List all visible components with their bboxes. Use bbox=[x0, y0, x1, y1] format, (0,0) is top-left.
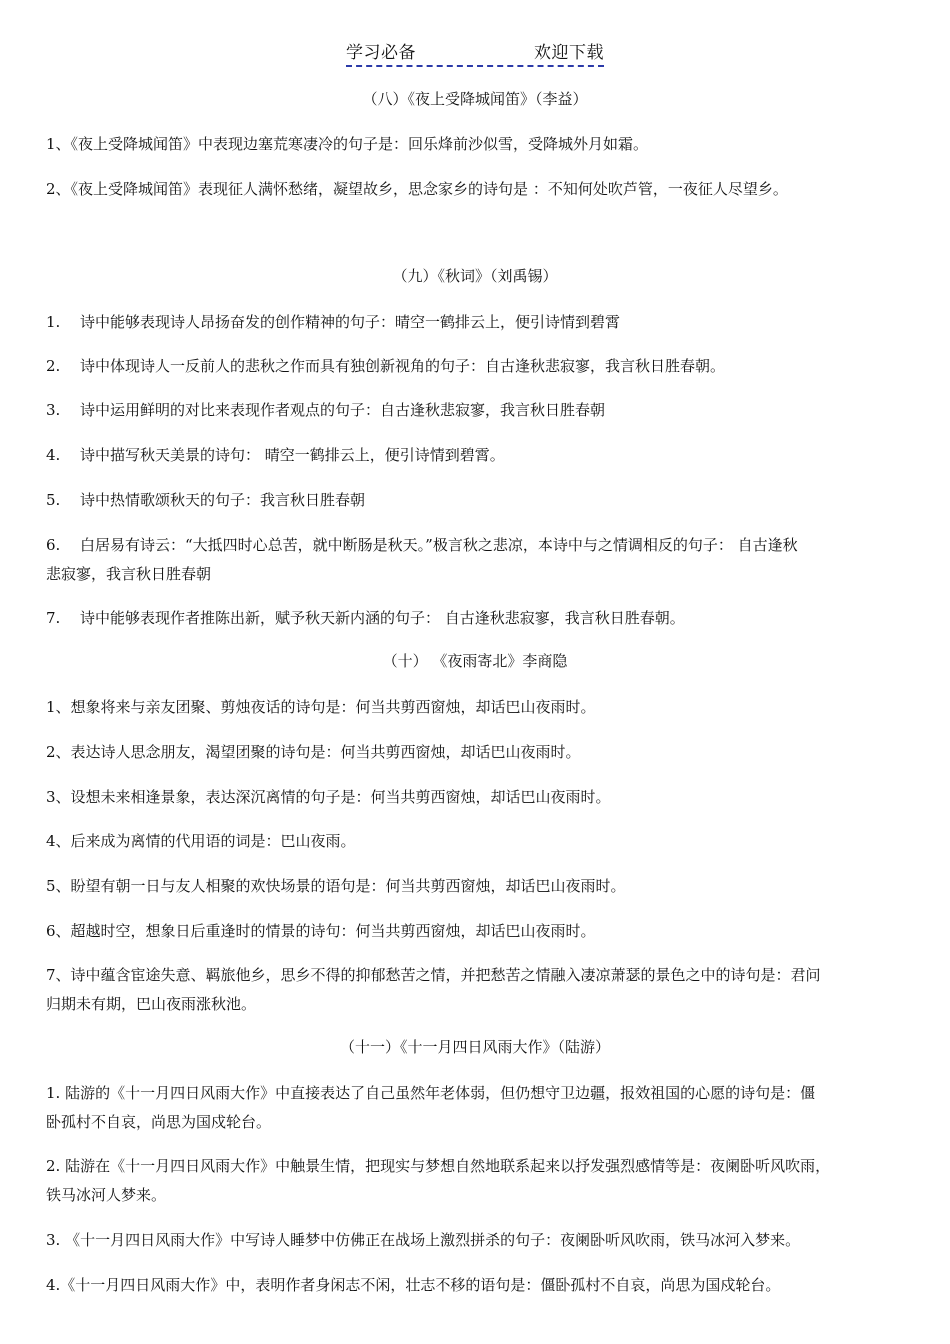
item-number: 2. bbox=[46, 357, 61, 375]
section-title: （十） 《夜雨寄北》李商隐 bbox=[382, 652, 568, 670]
page-header bbox=[0, 38, 950, 67]
list-item: 2、《夜上受降城闻笛》表现征人满怀愁绪，凝望故乡，思念家乡的诗句是 ：不知何处吹芦管，一夜征人尽望乡。 bbox=[46, 180, 788, 198]
list-item: 4.《十一月四日风雨大作》中，表明作者身闲志不闲，壮志不移的语句是：僵卧孤村不自哀，尚思为国戍轮台。 bbox=[46, 1276, 781, 1294]
list-item-continuation: 归期未有期，巴山夜雨涨秋池。 bbox=[46, 995, 257, 1013]
list-item: 3. 《十一月四日风雨大作》中写诗人睡梦中仿佛正在战场上激烈拼杀的句子：夜阑卧听风吹雨，铁马冰河入梦来。 bbox=[46, 1231, 801, 1249]
item-text: 诗中能够表现作者推陈出新，赋予秋天新内涵的句子： 自古逢秋悲寂寥，我言秋日胜春朝。 bbox=[80, 609, 685, 627]
header-right-text: 欢迎下载 bbox=[534, 43, 604, 63]
section-title: （九）《秋词》（刘禹锡） bbox=[392, 267, 558, 285]
list-item-continuation: 悲寂寥，我言秋日胜春朝 bbox=[46, 565, 212, 583]
item-text: 诗中热情歌颂秋天的句子：我言秋日胜春朝 bbox=[80, 491, 366, 509]
item-text: 诗中运用鲜明的对比来表现作者观点的句子：自古逢秋悲寂寥，我言秋日胜春朝 bbox=[80, 401, 606, 419]
section-title: （八）《夜上受降城闻笛》（李益） bbox=[362, 90, 588, 108]
list-item bbox=[46, 441, 906, 469]
list-item: 7、诗中蕴含宦途失意、羁旅他乡，思乡不得的抑郁愁苦之情，并把愁苦之情融入凄凉萧瑟的景色之中的诗句是：君问 bbox=[46, 966, 821, 984]
list-item bbox=[46, 486, 906, 514]
list-item: 1、想象将来与亲友团聚、剪烛夜话的诗句是：何当共剪西窗烛，却话巴山夜雨时。 bbox=[46, 698, 596, 716]
list-item: 1、《夜上受降城闻笛》中表现边塞荒寒凄冷的句子是：回乐烽前沙似雪，受降城外月如霜。 bbox=[46, 135, 649, 153]
list-item bbox=[46, 396, 906, 424]
header-left-text: 学习必备 bbox=[346, 43, 416, 63]
list-item bbox=[46, 308, 906, 336]
list-item-continuation: 铁马冰河人梦来。 bbox=[46, 1186, 167, 1204]
item-text: 诗中体现诗人一反前人的悲秋之作而具有独创新视角的句子：自古逢秋悲寂寥，我言秋日胜春朝。 bbox=[80, 357, 726, 375]
list-item bbox=[46, 531, 906, 559]
list-item: 1. 陆游的《十一月四日风雨大作》中直接表达了自己虽然年老体弱，但仍想守卫边疆，报效祖国的心愿的诗句是：僵 bbox=[46, 1084, 816, 1102]
item-text: 诗中能够表现诗人昂扬奋发的创作精神的句子：晴空一鹤排云上，便引诗情到碧霄 bbox=[80, 313, 621, 331]
item-number: 4. bbox=[46, 446, 61, 464]
list-item: 3、设想未来相逢景象，表达深沉离情的句子是：何当共剪西窗烛，却话巴山夜雨时。 bbox=[46, 788, 611, 806]
list-item: 6、超越时空，想象日后重逢时的情景的诗句：何当共剪西窗烛，却话巴山夜雨时。 bbox=[46, 922, 596, 940]
item-number: 1. bbox=[46, 313, 61, 331]
item-number: 6. bbox=[46, 536, 61, 554]
item-number: 7. bbox=[46, 609, 61, 627]
item-number: 5. bbox=[46, 491, 61, 509]
list-item: 4、后来成为离情的代用语的词是：巴山夜雨。 bbox=[46, 832, 356, 850]
list-item: 5、盼望有朝一日与友人相聚的欢快场景的语句是：何当共剪西窗烛，却话巴山夜雨时。 bbox=[46, 877, 626, 895]
item-text: 诗中描写秋天美景的诗句： 晴空一鹤排云上，便引诗情到碧霄。 bbox=[80, 446, 505, 464]
header-underline bbox=[346, 38, 604, 67]
list-item: 2、表达诗人思念朋友，渴望团聚的诗句是：何当共剪西窗烛，却话巴山夜雨时。 bbox=[46, 743, 581, 761]
item-text: 白居易有诗云：“大抵四时心总苦，就中断肠是秋天。”极言秋之悲凉，本诗中与之情调相反的句子： 自古逢秋 bbox=[80, 536, 798, 554]
section-title: （十一）《十一月四日风雨大作》（陆游） bbox=[339, 1038, 610, 1056]
item-number: 3. bbox=[46, 401, 61, 419]
list-item-continuation: 卧孤村不自哀，尚思为国戍轮台。 bbox=[46, 1113, 272, 1131]
list-item: 2. 陆游在《十一月四日风雨大作》中触景生情，把现实与梦想自然地联系起来以抒发强烈感情等是：夜阑卧听风吹雨， bbox=[46, 1157, 831, 1175]
list-item bbox=[46, 352, 906, 380]
list-item bbox=[46, 604, 906, 632]
